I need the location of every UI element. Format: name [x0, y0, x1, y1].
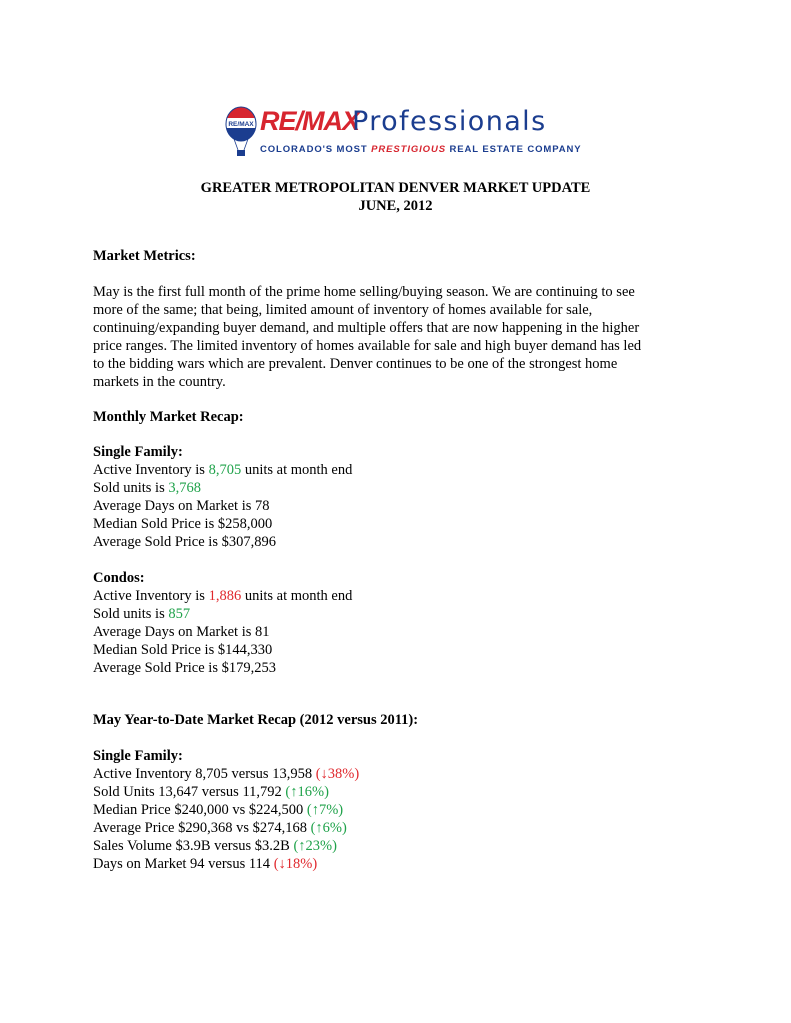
document-title: GREATER METROPOLITAN DENVER MARKET UPDATE: [200, 180, 591, 196]
condo-active-inventory: Active Inventory is 1,886 units at month end: [93, 588, 353, 604]
condo-average-price: Average Sold Price is $179,253: [93, 660, 276, 676]
logo-tagline: COLORADO'S MOST PRESTIGIOUS REAL ESTATE COMPANY: [260, 144, 582, 155]
sf-average-price: Average Sold Price is $307,896: [93, 534, 276, 550]
hot-air-balloon-icon: [224, 106, 258, 158]
single-family-heading: Single Family:: [93, 444, 183, 460]
ytd-row-average-price: Average Price $290,368 vs $274,168 (↑6%): [93, 820, 347, 836]
condo-days-on-market: Average Days on Market is 81: [93, 624, 270, 640]
sf-median-price: Median Sold Price is $258,000: [93, 516, 273, 532]
logo-brand: RE/MAX: [260, 106, 360, 136]
logo-name: Professionals: [352, 106, 547, 137]
ytd-row-sold-units: Sold Units 13,647 versus 11,792 (↑16%): [93, 784, 329, 800]
market-metrics-paragraph: May is the first full month of the prime home selling/buying season. We are continuing to see more of the same; that being, limited amount of inventory of homes available for sale, continuing/expanding buyer demand, and multiple offers that are now happening in the higher price ranges. The limited inventory of homes available for sale and high buyer demand has led to the bidding wars which are prevalent. Denver continues to be one of the strongest home markets in the country.: [93, 284, 642, 390]
condo-sold-units: Sold units is 857: [93, 606, 191, 622]
ytd-single-family-heading: Single Family:: [93, 748, 183, 764]
market-metrics-heading: Market Metrics:: [93, 248, 196, 264]
condos-heading: Condos:: [93, 570, 145, 586]
ytd-recap-heading: May Year-to-Date Market Recap (2012 versus 2011):: [93, 712, 419, 728]
balloon-label: RE/MAX: [228, 121, 254, 128]
ytd-row-median-price: Median Price $240,000 vs $224,500 (↑7%): [93, 802, 344, 818]
monthly-recap-heading: Monthly Market Recap:: [93, 409, 244, 425]
condo-median-price: Median Sold Price is $144,330: [93, 642, 273, 658]
document-date: JUNE, 2012: [358, 198, 433, 214]
ytd-row-days-on-market: Days on Market 94 versus 114 (↓18%): [93, 856, 318, 872]
sf-active-inventory: Active Inventory is 8,705 units at month end: [93, 462, 353, 478]
sf-days-on-market: Average Days on Market is 78: [93, 498, 270, 514]
remax-logo: [224, 106, 582, 162]
ytd-row-active-inventory: Active Inventory 8,705 versus 13,958 (↓38%): [93, 766, 360, 782]
ytd-row-sales-volume: Sales Volume $3.9B versus $3.2B (↑23%): [93, 838, 337, 854]
sf-sold-units: Sold units is 3,768: [93, 480, 201, 496]
